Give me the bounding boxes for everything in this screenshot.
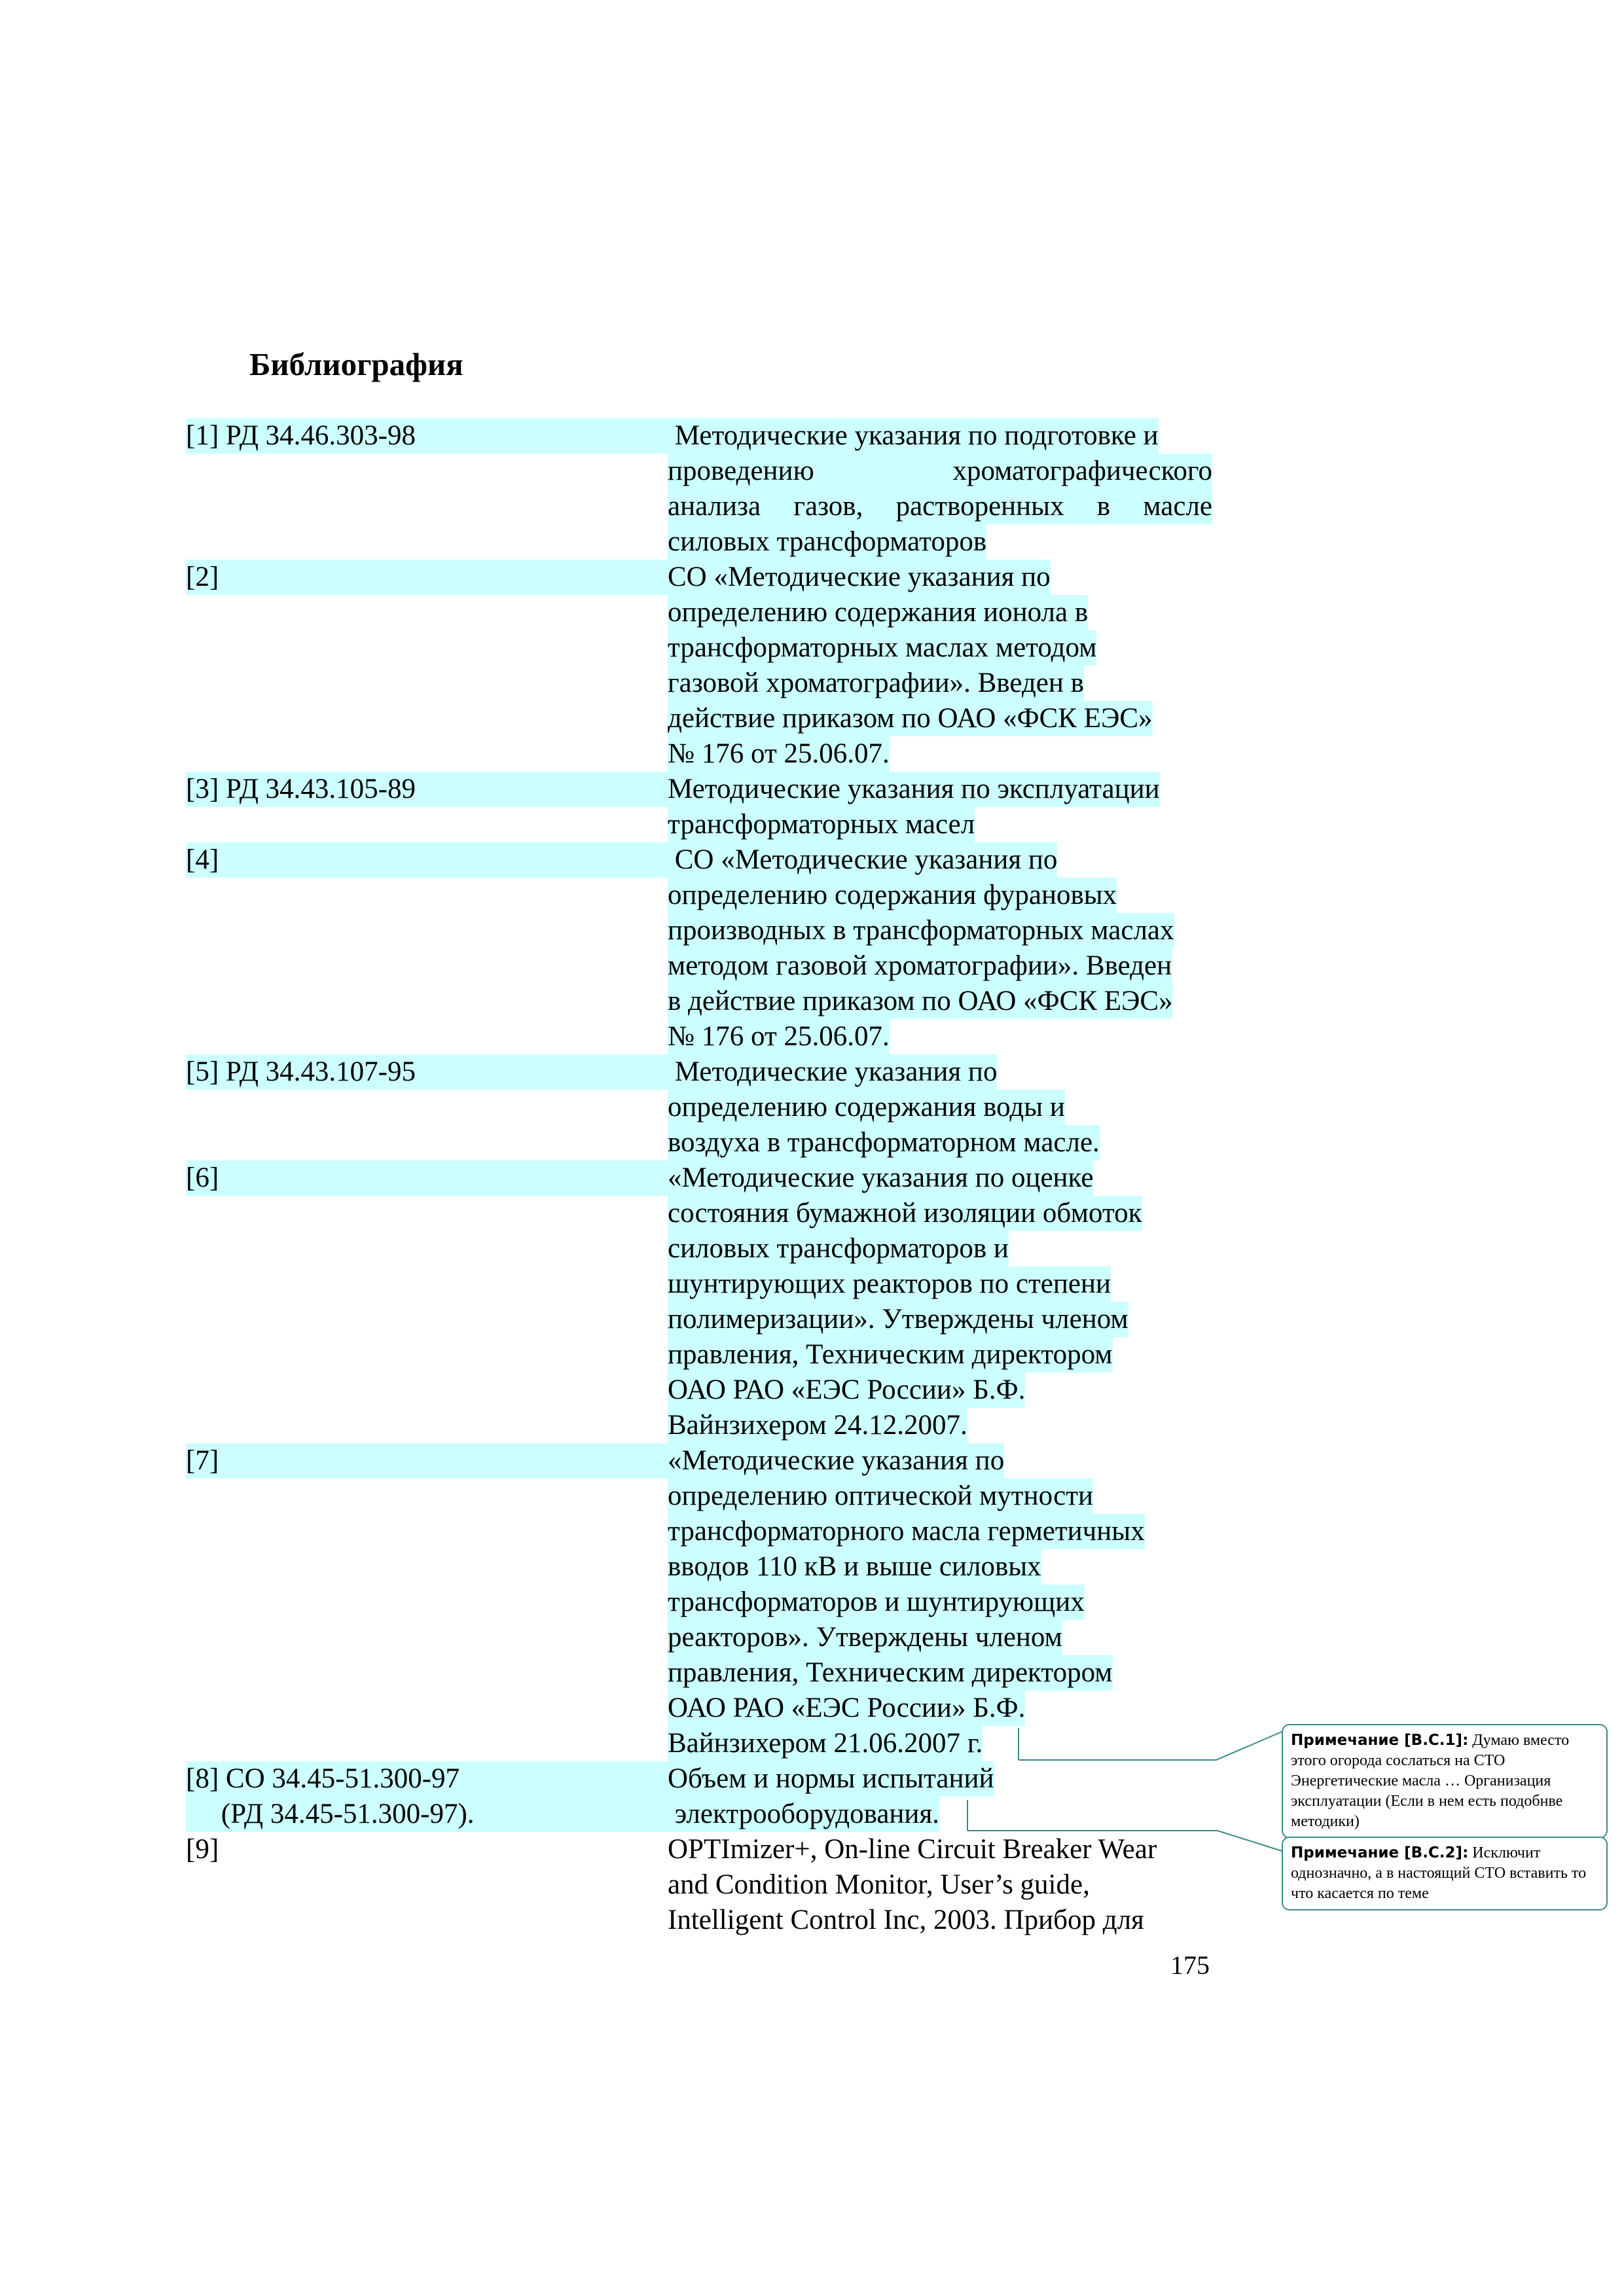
entry-reference xyxy=(186,560,668,595)
comment-text: Думаю вместо этого огорода сослаться на СТО Энергетические масла … Организация эксплуатации (Если в нем есть подобнве методики) xyxy=(1291,1732,1570,1830)
entry-reference xyxy=(186,1832,668,1867)
entry-reference-line: [5] РД 34.43.107-95 xyxy=(186,1054,668,1090)
entry-description-line: трансформаторных масел xyxy=(668,807,975,842)
entry-description xyxy=(668,842,1212,1054)
bibliography-entry xyxy=(186,1443,1212,1761)
entry-description-line: «Методические указания по оценке xyxy=(668,1160,1093,1196)
entry-description-line: определению содержания ионола в xyxy=(668,595,1088,630)
entry-reference-line: [7] xyxy=(186,1443,668,1479)
entry-description-line: определению содержания воды и xyxy=(668,1090,1065,1125)
entry-description-line: правления, Техническим директором xyxy=(668,1337,1113,1372)
entry-description-line: Вайнзихером 24.12.2007. xyxy=(668,1408,967,1443)
entry-description-line: № 176 от 25.06.07. xyxy=(668,736,890,772)
entry-description-line: шунтирующих реакторов по степени xyxy=(668,1266,1111,1302)
entry-description-line: Вайнзихером 21.06.2007 г. xyxy=(668,1726,983,1761)
entry-description xyxy=(668,1761,1212,1832)
entry-reference xyxy=(186,418,668,454)
entry-description-line: проведению хроматографического xyxy=(668,454,1212,489)
entry-description-line: «Методические указания по xyxy=(668,1443,1004,1479)
page-number: 175 xyxy=(1170,1950,1210,1980)
entry-reference xyxy=(186,1054,668,1090)
entry-description-line: методом газовой хроматографии». Введен xyxy=(668,948,1172,984)
entry-description-line: OPTImizer+, On-line Circuit Breaker Wear xyxy=(668,1834,1157,1865)
entry-description xyxy=(668,1160,1212,1443)
entry-description-line: правления, Техническим директором xyxy=(668,1655,1113,1691)
entry-description-line: воздуха в трансформаторном масле. xyxy=(668,1125,1100,1160)
entry-description-line: Методические указания по подготовке и xyxy=(668,418,1159,454)
bibliography-title: Библиография xyxy=(249,346,463,382)
bibliography-entry xyxy=(186,560,1212,772)
bibliography-entry xyxy=(186,842,1212,1054)
entry-description-line: № 176 от 25.06.07. xyxy=(668,1019,890,1054)
entry-reference-line: [6] xyxy=(186,1160,668,1196)
entry-reference-line: [8] СО 34.45-51.300-97 xyxy=(186,1761,668,1797)
entry-description-line: анализа газов, растворенных в масле xyxy=(668,489,1212,524)
entry-reference-line: [9] xyxy=(186,1834,219,1865)
entry-description xyxy=(668,772,1212,842)
comment-label: Примечание [B.C.2]: xyxy=(1291,1844,1469,1861)
entry-description-line: определению оптической мутности xyxy=(668,1479,1093,1514)
entry-description-line: вводов 110 кВ и выше силовых xyxy=(668,1549,1041,1585)
entry-reference xyxy=(186,1761,668,1832)
entry-description-line: Объем и нормы испытаний xyxy=(668,1761,994,1797)
entry-reference xyxy=(186,772,668,807)
comment-balloon-2[interactable] xyxy=(1282,1837,1608,1910)
entry-reference-line: (РД 34.45-51.300-97). xyxy=(186,1797,668,1832)
comment-balloon-1[interactable] xyxy=(1282,1724,1608,1839)
entry-description-line: состояния бумажной изоляции обмоток xyxy=(668,1196,1142,1231)
entry-reference xyxy=(186,842,668,878)
bibliography-entry xyxy=(186,1761,1212,1832)
entry-description-line: Методические указания по эксплуатации xyxy=(668,772,1160,807)
entry-description-line: СО «Методические указания по xyxy=(668,842,1057,878)
entry-description xyxy=(668,1054,1212,1160)
comment-label: Примечание [B.C.1]: xyxy=(1291,1732,1469,1749)
bibliography-entry xyxy=(186,1054,1212,1160)
entry-description-line: ОАО РАО «ЕЭС России» Б.Ф. xyxy=(668,1691,1025,1726)
entry-description-line: ОАО РАО «ЕЭС России» Б.Ф. xyxy=(668,1372,1025,1408)
entry-reference-line: [3] РД 34.43.105-89 xyxy=(186,772,668,807)
entry-description-line: электрооборудования. xyxy=(668,1797,939,1832)
entry-description xyxy=(668,560,1212,772)
entry-description-line: трансформаторных маслах методом xyxy=(668,630,1096,666)
entry-description-line: производных в трансформаторных маслах xyxy=(668,913,1174,948)
entry-description-line: полимеризации». Утверждены членом xyxy=(668,1302,1128,1337)
entry-description-line: реакторов». Утверждены членом xyxy=(668,1620,1062,1655)
entry-reference-line: [4] xyxy=(186,842,668,878)
bibliography-entry xyxy=(186,1832,1212,1938)
bibliography-entry xyxy=(186,772,1212,842)
bibliography-entry xyxy=(186,418,1212,560)
entry-description-line: действие приказом по ОАО «ФСК ЕЭС» xyxy=(668,701,1153,736)
entry-description-line: определению содержания фурановых xyxy=(668,878,1117,913)
bibliography-list xyxy=(186,418,1212,1938)
entry-description-line: в действие приказом по ОАО «ФСК ЕЭС» xyxy=(668,984,1173,1019)
entry-reference xyxy=(186,1160,668,1196)
entry-description xyxy=(668,1443,1212,1761)
entry-description-line: силовых трансформаторов и xyxy=(668,1231,1009,1266)
entry-description-line: and Condition Monitor, User’s guide, xyxy=(668,1869,1090,1900)
entry-description xyxy=(668,1832,1212,1938)
comment-text: Исключит однозначно, а в настоящий СТО вставить то что касается по теме xyxy=(1291,1844,1587,1902)
entry-description-line: газовой хроматографии». Введен в xyxy=(668,666,1084,701)
entry-reference-line: [1] РД 34.46.303-98 xyxy=(186,418,668,454)
entry-description-line: Intelligent Control Inc, 2003. Прибор для xyxy=(668,1905,1144,1935)
entry-description-line: силовых трансформаторов xyxy=(668,524,986,560)
entry-reference-line: [2] xyxy=(186,560,668,595)
entry-description-line: трансформаторов и шунтирующих xyxy=(668,1585,1085,1620)
entry-description-line: СО «Методические указания по xyxy=(668,560,1051,595)
entry-description xyxy=(668,418,1212,560)
entry-description-line: Методические указания по xyxy=(668,1054,997,1090)
bibliography-entry xyxy=(186,1160,1212,1443)
entry-reference xyxy=(186,1443,668,1479)
entry-description-line: трансформаторного масла герметичных xyxy=(668,1514,1145,1549)
